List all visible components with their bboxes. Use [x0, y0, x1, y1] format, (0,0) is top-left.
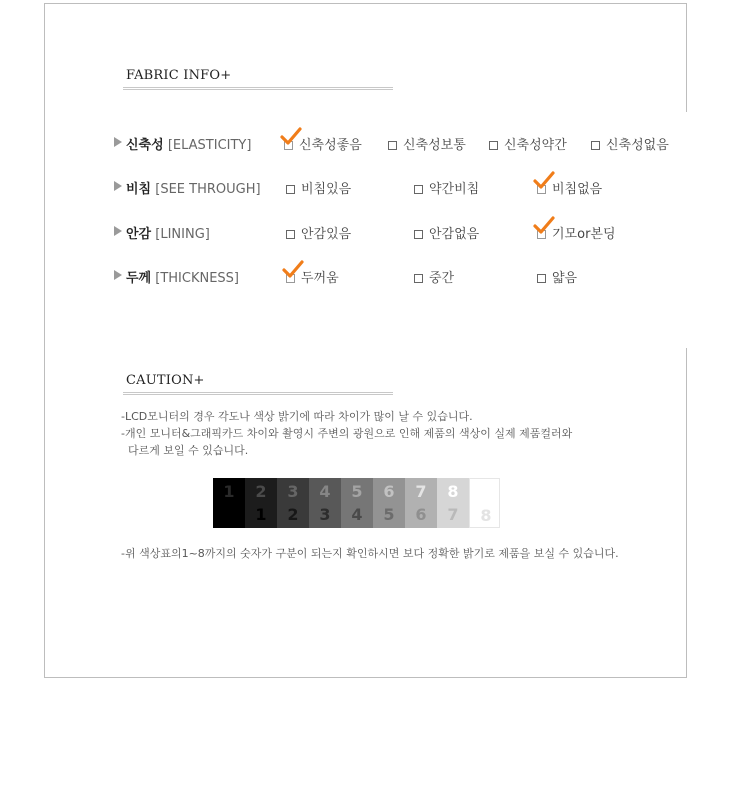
- grayscale-swatch: [245, 478, 277, 528]
- caution-line-3: 다르게 보일 수 있습니다.: [121, 444, 249, 457]
- swatch-number-bottom: 4: [351, 505, 363, 524]
- fabric-option: [591, 134, 669, 153]
- checkbox: [414, 185, 423, 194]
- fabric-option: [537, 223, 616, 242]
- fabric-option-label: 기모or본딩: [552, 227, 616, 242]
- swatch-number-bottom: 1: [255, 505, 267, 524]
- swatch-number-top: 5: [351, 482, 363, 501]
- check-icon: [533, 170, 555, 190]
- swatch-number-bottom: 7: [447, 505, 459, 524]
- grayscale-swatch: [405, 478, 437, 528]
- check-icon: [282, 259, 304, 279]
- triangle-right-icon: [114, 181, 122, 191]
- check-icon: [280, 126, 302, 146]
- fabric-row: [114, 178, 694, 196]
- fabric-info-divider: [123, 87, 393, 90]
- grayscale-swatch: [341, 478, 373, 528]
- fabric-option-label: 안감없음: [429, 227, 480, 242]
- caution-line-1: -LCD모니터의 경우 각도나 색상 밝기에 따라 차이가 많이 날 수 있습니다.: [121, 410, 473, 423]
- grayscale-swatch: [213, 478, 245, 528]
- fabric-row-label-en: [SEE THROUGH]: [151, 182, 261, 197]
- checkbox: [591, 141, 600, 150]
- fabric-row: [114, 267, 694, 285]
- fabric-option-label: 두꺼움: [301, 271, 339, 286]
- fabric-option: [414, 223, 479, 242]
- grayscale-swatch: [469, 478, 500, 528]
- check-icon: [533, 215, 555, 235]
- fabric-option: [286, 178, 351, 197]
- swatch-number-bottom: 5: [383, 505, 395, 524]
- fabric-option: [388, 134, 466, 153]
- swatch-number-bottom: 2: [287, 505, 299, 524]
- fabric-info-title: FABRIC INFO+: [126, 68, 232, 83]
- fabric-option-label: 얇음: [552, 271, 578, 286]
- fabric-row-label: [126, 267, 239, 286]
- grayscale-swatch: [437, 478, 469, 528]
- swatch-number-top: 1: [223, 482, 235, 501]
- fabric-option-label: 비침있음: [301, 182, 352, 197]
- checkbox: [388, 141, 397, 150]
- fabric-option: [286, 267, 339, 286]
- swatch-number-top: 8: [447, 482, 459, 501]
- grayscale-swatch: [309, 478, 341, 528]
- caution-note: -위 색상표의1~8까지의 숫자가 구분이 되는지 확인하시면 보다 정확한 밝기로 제품을 보실 수 있습니다.: [121, 547, 619, 560]
- fabric-option: [286, 223, 351, 242]
- fabric-row-label-en: [LINING]: [151, 227, 210, 242]
- triangle-right-icon: [114, 226, 122, 236]
- grayscale-swatch: [373, 478, 405, 528]
- checkbox: [537, 274, 546, 283]
- fabric-option-label: 신축성보통: [403, 138, 466, 153]
- fabric-row-label-ko: 안감: [126, 227, 152, 242]
- fabric-option-label: 신축성없음: [606, 138, 669, 153]
- swatch-number-bottom: 3: [319, 505, 331, 524]
- fabric-row-label: [126, 223, 210, 242]
- swatch-number-bottom: 6: [415, 505, 427, 524]
- fabric-option: [537, 178, 602, 197]
- fabric-row-label-ko: 비침: [126, 182, 152, 197]
- swatch-number-top: 6: [383, 482, 395, 501]
- fabric-row-label: [126, 134, 251, 153]
- caution-title: CAUTION+: [126, 373, 205, 388]
- fabric-row: [114, 223, 694, 241]
- fabric-option-label: 안감있음: [301, 227, 352, 242]
- fabric-option-label: 비침없음: [552, 182, 603, 197]
- fabric-option: [537, 267, 577, 286]
- fabric-row-label-en: [THICKNESS]: [151, 271, 239, 286]
- fabric-option: [284, 134, 362, 153]
- triangle-right-icon: [114, 137, 122, 147]
- checkbox: [489, 141, 498, 150]
- fabric-row: [114, 134, 694, 152]
- fabric-option-label: 신축성약간: [504, 138, 567, 153]
- fabric-option: [414, 267, 454, 286]
- checkbox: [286, 185, 295, 194]
- fabric-row-label-en: [ELASTICITY]: [163, 138, 252, 153]
- swatch-number-top: 2: [255, 482, 267, 501]
- fabric-option: [414, 178, 479, 197]
- fabric-row-label-ko: 두께: [126, 271, 152, 286]
- swatch-number-top: 4: [319, 482, 331, 501]
- info-frame: [44, 3, 687, 678]
- swatch-number-bottom: 8: [480, 506, 492, 525]
- fabric-option-label: 약간비침: [429, 182, 480, 197]
- caution-divider: [123, 392, 393, 395]
- fabric-option: [489, 134, 567, 153]
- swatch-number-top: 3: [287, 482, 299, 501]
- fabric-row-label-ko: 신축성: [126, 138, 164, 153]
- checkbox: [286, 230, 295, 239]
- grayscale-chart: [213, 478, 499, 528]
- caution-line-2: -개인 모니터&그래픽카드 차이와 촬영시 주변의 광원으로 인해 제품의 색상이 실제 제품컬러와: [121, 427, 573, 440]
- triangle-right-icon: [114, 270, 122, 280]
- fabric-option-label: 신축성좋음: [299, 138, 362, 153]
- fabric-option-label: 중간: [429, 271, 455, 286]
- swatch-number-top: 7: [415, 482, 427, 501]
- grayscale-swatch: [277, 478, 309, 528]
- checkbox: [414, 230, 423, 239]
- fabric-row-label: [126, 178, 261, 197]
- checkbox: [414, 274, 423, 283]
